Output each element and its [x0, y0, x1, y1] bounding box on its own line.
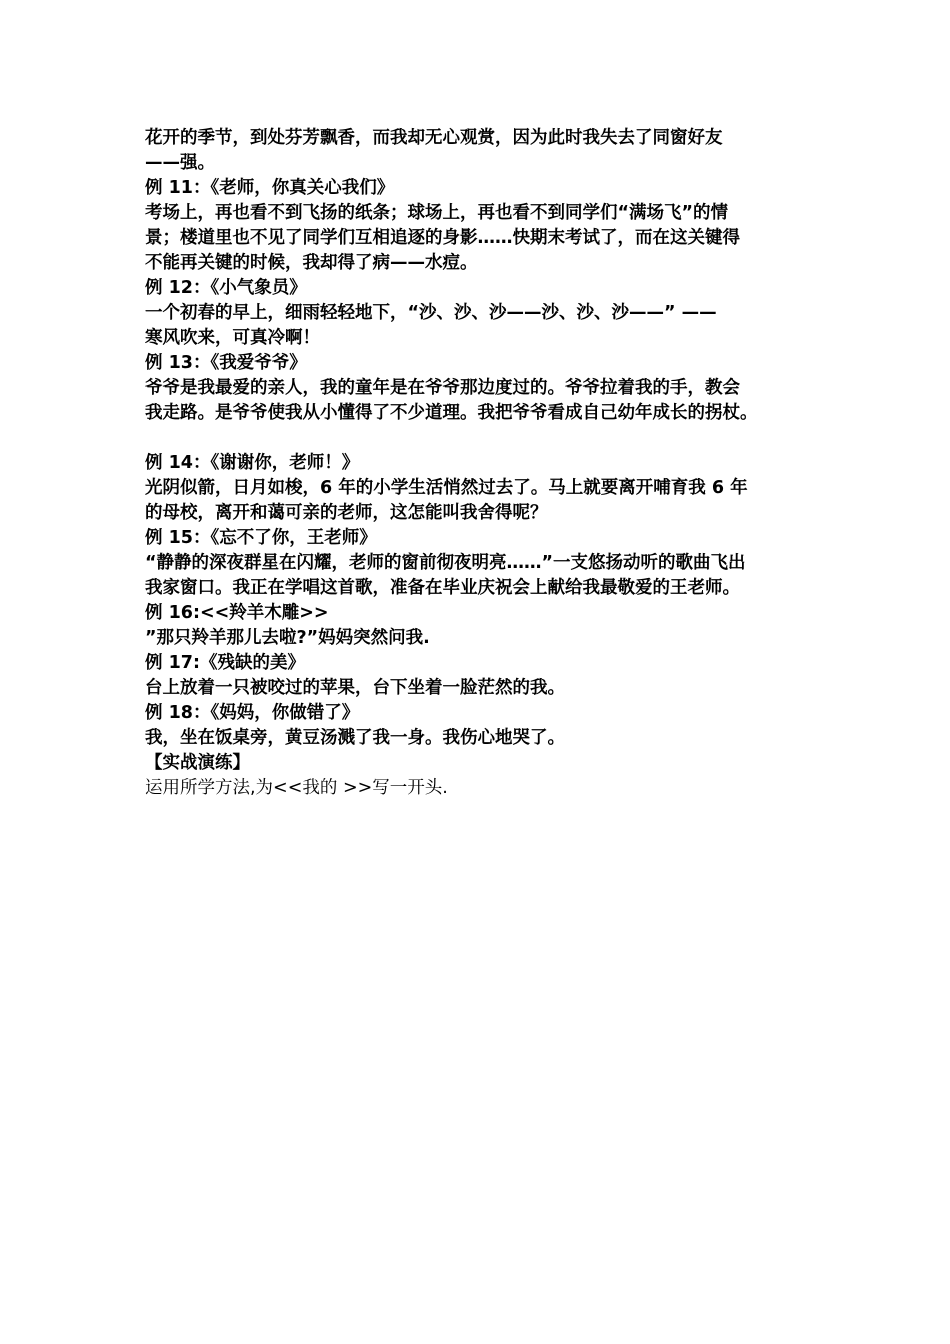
text-line: 考场上，再也看不到飞扬的纸条；球场上，再也看不到同学们“满场飞”的情	[145, 203, 729, 223]
text-line: ——强。	[145, 153, 215, 173]
text-line: 景；楼道里也不见了同学们互相追逐的身影……快期末考试了，而在这关键得	[145, 228, 740, 248]
example-heading: 例 12：《小气象员》	[145, 278, 307, 298]
exercise-prompt: 运用所学方法,为<<我的 >>写一开头.	[145, 778, 448, 798]
text-line: 我家窗口。我正在学唱这首歌，准备在毕业庆祝会上献给我最敬爱的王老师。	[145, 578, 740, 598]
text-line: 的母校，离开和蔼可亲的老师，这怎能叫我舍得呢？	[145, 503, 548, 523]
example-heading: 例 13：《我爱爷爷》	[145, 353, 307, 373]
example-heading: 例 18：《妈妈，你做错了》	[145, 703, 360, 723]
text-line: 花开的季节，到处芬芳飘香，而我却无心观赏，因为此时我失去了同窗好友	[145, 128, 723, 148]
text-line: 光阴似箭，日月如梭，6 年的小学生活悄然过去了。马上就要离开哺育我 6 年	[145, 478, 748, 498]
text-line: 不能再关键的时候，我却得了病——水痘。	[145, 253, 478, 273]
section-heading: 【实战演练】	[145, 753, 250, 773]
text-line: 我，坐在饭桌旁，黄豆汤溅了我一身。我伤心地哭了。	[145, 728, 565, 748]
text-line: 一个初春的早上，细雨轻轻地下，“沙、沙、沙——沙、沙、沙——” ——	[145, 303, 717, 323]
text-line: 台上放着一只被咬过的苹果，台下坐着一脸茫然的我。	[145, 678, 565, 698]
text-line: 我走路。是爷爷使我从小懂得了不少道理。我把爷爷看成自己幼年成长的拐杖。	[145, 403, 758, 423]
text-line: ”那只羚羊那儿去啦?”妈妈突然问我.	[145, 628, 430, 648]
text-line: 寒风吹来，可真冷啊！	[145, 328, 320, 348]
text-line: “静静的深夜群星在闪耀，老师的窗前彻夜明亮……”一支悠扬动听的歌曲飞出	[145, 553, 746, 573]
example-heading: 例 14：《谢谢你，老师！》	[145, 453, 360, 473]
example-heading: 例 11：《老师，你真关心我们》	[145, 178, 395, 198]
example-heading: 例 17:《残缺的美》	[145, 653, 305, 673]
example-heading: 例 15：《忘不了你，王老师》	[145, 528, 377, 548]
text-line: 爷爷是我最爱的亲人，我的童年是在爷爷那边度过的。爷爷拉着我的手，教会	[145, 378, 740, 398]
example-heading: 例 16:<<羚羊木雕>>	[145, 603, 329, 623]
